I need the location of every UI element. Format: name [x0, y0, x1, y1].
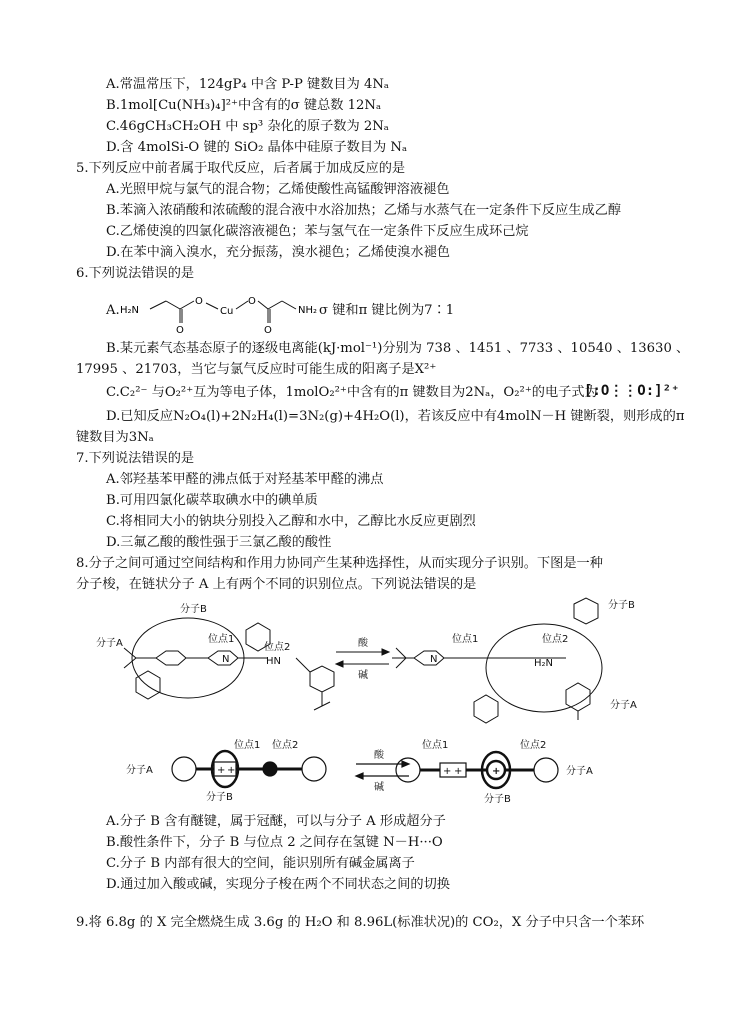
q8-stem-line1: 8.分子之间可通过空间结构和作用力协同产生某种选择性，从而实现分子识别。下图是一种	[76, 556, 603, 571]
q8-option-a: A.分子 B 含有醚键，属于冠醚，可以与分子 A 形成超分子	[106, 814, 446, 829]
q7-option-d: D.三氟乙酸的酸性强于三氯乙酸的酸性	[106, 535, 332, 550]
schematic-left-site1: 位点1	[234, 740, 261, 751]
right-label-site1: 位点1	[452, 634, 479, 645]
left-benzene-b2	[136, 671, 160, 699]
schematic-right-molecule-b: 分子B	[484, 794, 511, 805]
schematic-left-site2: 位点2	[272, 740, 299, 751]
left-label-n: N	[222, 654, 230, 665]
q6-struct-o2: O	[195, 296, 203, 307]
schematic-right-plus: +	[443, 766, 452, 777]
q6-struct-o3: O	[248, 296, 256, 307]
q6-option-a-text: σ 键和π 键比例为7∶1	[319, 303, 455, 318]
q6-option-b-line2: 17995 、21703，当它与氯气反应时可能生成的阳离子是X²⁺	[76, 362, 437, 377]
schematic-arrow-acid: 酸	[374, 750, 384, 761]
right-label-n: N	[430, 654, 438, 665]
q7-option-b: B.可用四氯化碳萃取碘水中的碘单质	[106, 493, 318, 508]
q5-option-a: A.光照甲烷与氯气的混合物；乙烯使酸性高锰酸钾溶液褪色	[106, 182, 450, 197]
schematic-right-site1: 位点1	[422, 740, 449, 751]
q6-struct-cu: Cu	[220, 306, 234, 317]
q4-option-a: A.常温常压下，124gP₄ 中含 P-P 键数目为 4Nₐ	[106, 77, 390, 92]
right-benzene-b1	[574, 598, 598, 624]
left-benzene-a	[310, 666, 334, 692]
q5-option-b: B.苯滴入浓硝酸和浓硫酸的混合液中水浴加热；乙烯与水蒸气在一定条件下反应生成乙醇	[106, 203, 622, 218]
left-label-site1: 位点1	[208, 634, 235, 645]
schematic-right-site2: 位点2	[520, 740, 547, 751]
left-label-hn: HN	[266, 656, 281, 667]
q6-option-c: C.C₂²⁻ 与O₂²⁺互为等电子体，1molO₂²⁺中含有的π 键数目为2Nₐ，O₂²⁺的电子式为	[106, 385, 598, 400]
q6-struct-o4: O	[264, 325, 272, 334]
left-pyridinium-1	[156, 651, 186, 665]
schematic-right-plus3: +	[492, 766, 501, 777]
right-label-molecule-a: 分子A	[610, 700, 637, 711]
q8-option-d: D.通过加入酸或碱，实现分子梭在两个不同状态之间的切换	[106, 877, 450, 892]
schematic-left-molecule-b: 分子B	[206, 792, 233, 803]
left-label-molecule-b: 分子B	[180, 604, 207, 615]
schematic-left-plus: +	[217, 765, 226, 776]
schematic-right-plus2: +	[454, 766, 463, 777]
copper-glycinate-structure	[118, 284, 318, 334]
schematic-right-molecule-a: 分子A	[566, 766, 593, 777]
q5-stem: 5.下列反应中前者属于取代反应，后者属于加成反应的是	[76, 161, 406, 176]
q4-option-d: D.含 4molSi-O 键的 SiO₂ 晶体中硅原子数目为 Nₐ	[106, 140, 408, 155]
q8-option-c: C.分子 B 内部有很大的空间，能识别所有碱金属离子	[106, 856, 415, 871]
schematic-left-molecule-a: 分子A	[126, 765, 153, 776]
q8-stem-line2: 分子梭，在链状分子 A 上有两个不同的识别位点。下列说法错误的是	[76, 577, 477, 592]
q6-option-d-line2: 键数目为3Nₐ	[76, 430, 154, 445]
right-label-h2n: H₂N	[534, 658, 554, 669]
schematic-arrow-base: 碱	[374, 782, 384, 793]
q8-option-b: B.酸性条件下，分子 B 与位点 2 之间存在氢键 N－H···O	[106, 835, 443, 850]
q5-option-c: C.乙烯使溴的四氯化碳溶液褪色；苯与氢气在一定条件下反应生成环己烷	[106, 224, 529, 239]
arrow-label-base-top: 碱	[358, 670, 368, 681]
molecular-shuttle-figure	[96, 596, 676, 810]
left-label-molecule-a: 分子A	[96, 638, 123, 649]
schematic-left-plus2: +	[227, 765, 236, 776]
q6-stem: 6.下列说法错误的是	[76, 266, 195, 281]
q6-struct-h2n-left: H₂N	[120, 305, 140, 316]
right-benzene-b2	[474, 695, 498, 723]
q6-struct-o1: O	[176, 325, 184, 334]
q4-option-b: B.1mol[Cu(NH₃)₄]²⁺中含有的σ 键总数 12Nₐ	[106, 98, 382, 113]
right-label-site2: 位点2	[542, 634, 569, 645]
q4-option-c: C.46gCH₃CH₂OH 中 sp³ 杂化的原子数为 2Nₐ	[106, 119, 389, 134]
left-label-site2: 位点2	[264, 642, 291, 653]
right-label-molecule-b: 分子B	[608, 600, 635, 611]
q7-option-a: A.邻羟基苯甲醛的沸点低于对羟基苯甲醛的沸点	[106, 472, 384, 487]
arrow-label-acid-top: 酸	[358, 638, 368, 649]
right-pyridinium	[414, 651, 444, 665]
q7-stem: 7.下列说法错误的是	[76, 451, 195, 466]
q6-struct-nh2-right: NH₂	[298, 305, 318, 316]
q6-option-c-electron-formula: [:O⋮⋮O:]²⁺	[584, 383, 680, 399]
q9-stem: 9.将 6.8g 的 X 完全燃烧生成 3.6g 的 H₂O 和 8.96L(标准状况)的 CO₂，X 分子中只含一个苯环	[76, 915, 645, 930]
q6-option-a-prefix: A.	[106, 303, 120, 318]
q6-option-d-line1: D.已知反应N₂O₄(l)+2N₂H₄(l)=3N₂(g)+4H₂O(l)，若该反应中有4molN－H 键断裂，则形成的π	[106, 409, 685, 424]
q5-option-d: D.在苯中滴入溴水，充分振荡，溴水褪色；乙烯使溴水褪色	[106, 245, 450, 260]
q6-option-b-line1: B.某元素气态基态原子的逐级电离能(kJ·mol⁻¹)分别为 738 、1451 、7733 、10540 、13630 、	[106, 341, 690, 356]
q7-option-c: C.将相同大小的钠块分别投入乙醇和水中，乙醇比水反应更剧烈	[106, 514, 476, 529]
right-benzene-a	[566, 683, 590, 711]
